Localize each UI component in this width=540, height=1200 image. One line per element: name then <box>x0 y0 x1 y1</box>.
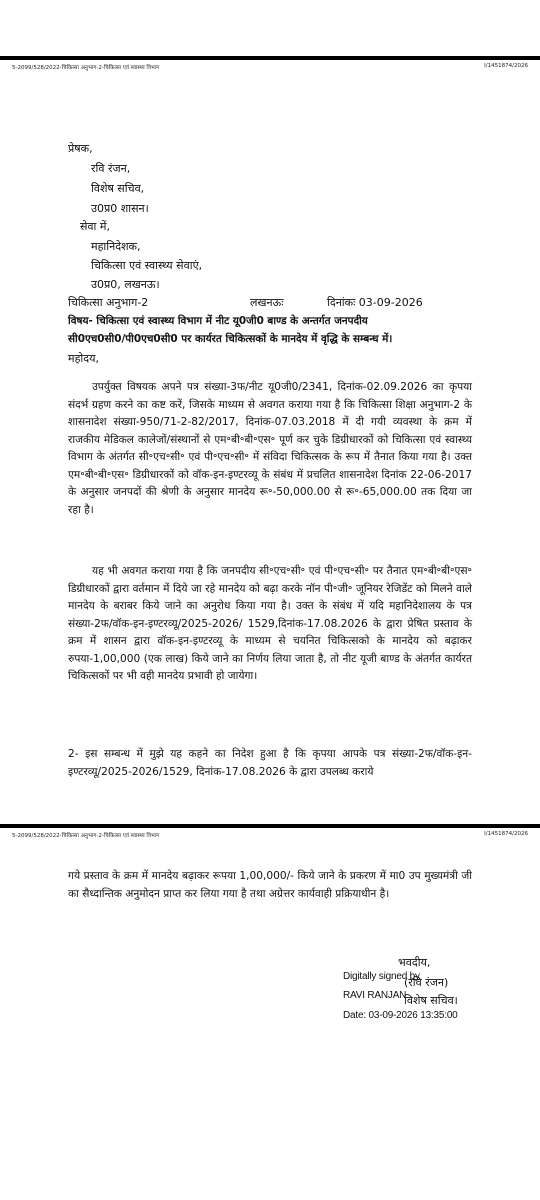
page-top-rule <box>0 56 540 60</box>
paragraph-2: यह भी अवगत कराया गया है कि जनपदीय सी॰एच॰सी॰ एवं पी॰एच॰सी॰ पर तैनात एम॰बी॰बी॰एस॰ डिग्रीधारकों द्वारा वर्तमान में दिये जा रहे मानदेय को बढ़ा करके नॉन पी॰जी॰ जूनियर रेजिडेंट को मिलने वाले मानदेय के बराबर किये जाने का अनुरोध किया गया है। उक्त के संबंध में यदि महानिदेशालय के पत्र संख्या-2फ/वॉक-इन-इण्टरव्यू/2025-2026/ 1529,दिनांक-17.08.2026 के द्वारा प्रेषित प्रस्ताव के क्रम में शासन द्वारा वॉक-इन-इण्टरव्यू के माध्यम से चयनित चिकित्सको के मानदेय को बढ़ाकर रुपया-1,00,000 (एक लाख) किये जाने का निर्णय लिया जाता है, तो नीट यूजी बाण्ड के अंतर्गत कार्यरत चिकित्सकों पर भी वही मानदेय प्रभावी हो जायेगा। <box>68 565 472 682</box>
subject-line-2: सी0एच0सी0/पी0एच0सी0 पर कार्यरत चिकित्सकों के मानदेय में वृद्धि के सम्बन्ध में। <box>68 333 393 345</box>
file-reference: 5-2099/528/2022-चिकित्सा अनुभाग-2-चिकित्सा एवं स्वास्थ्य विभाग <box>12 833 160 839</box>
recipient-department: चिकित्सा एवं स्वास्थ्य सेवाएं, <box>91 259 203 272</box>
paragraph-3-start: 2- इस सम्बन्ध में मुझे यह कहने का निदेश हुआ है कि कृपया आपके पत्र संख्या-2फ/वॉक-इन-इण्टरव्यू/2025-2026/1529, दिनांक-17.08.2026 के द्वारा उपलब्ध कराये <box>68 748 472 778</box>
signature-date: Date: 03-09-2026 13:35:00 <box>343 1010 458 1021</box>
salutation: महोदय, <box>68 352 99 365</box>
sender-office: उ0प्र0 शासन। <box>91 202 149 215</box>
signature-name: RAVI RANJAN <box>343 990 407 1001</box>
closing-designation: विशेष सचिव। <box>404 994 458 1007</box>
sender-name: रवि रंजन, <box>91 162 131 175</box>
closing-name: (रवि रंजन) <box>404 976 449 989</box>
section-name: चिकित्सा अनुभाग-2 <box>68 296 149 309</box>
letter-page-1 <box>0 56 540 814</box>
sender-designation: विशेष सचिव, <box>91 182 145 195</box>
letter-date: दिनांकः 03-09-2026 <box>327 296 423 309</box>
file-reference: 5-2099/528/2022-चिकित्सा अनुभाग-2-चिकित्सा एवं स्वास्थ्य विभाग <box>12 65 160 71</box>
to-label: सेवा में, <box>80 220 110 233</box>
recipient-title: महानिदेशक, <box>91 240 141 253</box>
document-number: I/1451874/2026 <box>484 831 528 837</box>
subject-line-1: विषय- चिकित्सा एवं स्वास्थ्य विभाग में नीट यू0जी0 बाण्ड के अन्तर्गत जनपदीय <box>68 315 368 327</box>
closing: भवदीय, <box>398 956 431 969</box>
city: लखनऊः <box>250 296 284 309</box>
signature-signed-by: Digitally signed by <box>343 971 420 982</box>
paragraph-3-continued: गये प्रस्ताव के क्रम में मानदेय बढ़ाकर रूपया 1,00,000/- किये जाने के प्रकरण में मा0 उप मुख्यमंत्री जी का सैध्दान्तिक अनुमोदन प्राप्त कर लिया गया है तथा अग्रेत्तर कार्यवाही प्रक्रियाधीन है। <box>68 870 472 900</box>
paragraph-1: उपर्युक्त विषयक अपने पत्र संख्या-3फ/नीट यू0जी0/2341, दिनांक-02.09.2026 का कृपया संदर्भ ग्रहण करने का कष्ट करें, जिसके माध्यम से अवगत कराया गया है कि चिकित्सा शिक्षा अनुभाग-2 के शासनादेश संख्या-950/71-2-82/2017, दिनांक-07.03.2018 में दी गयी व्यवस्था के क्रम में राजकीय मेडिकल कालेजों/संस्थानों से एम॰बी॰बी॰एस॰ पूर्ण कर चुके डिग्रीधारकों को चिकित्सा एवं स्वास्थ्य विभाग के अंतर्गत सी॰एच॰सी॰ एवं पी॰एच॰सी॰ में संविदा चिकित्सक के रूप में तैनात किया गया है। उक्त एम॰बी॰बी॰एस॰ डिग्रीधारकों को वॉक-इन-इण्टरव्यू के संबंध में प्रचलित शासनादेश दिनांक 22-06-2017 के अनुसार जनपदों की श्रेणी के अनुसार मानदेय रू॰-50,000.00 से रू॰-65,000.00 तक दिया जा रहा है। <box>68 381 472 516</box>
sender-label: प्रेषक, <box>68 142 93 155</box>
letter-page-2 <box>0 824 540 1124</box>
document-number: I/1451874/2026 <box>484 63 528 69</box>
recipient-place: उ0प्र0, लखनऊ। <box>91 278 160 291</box>
page-top-rule <box>0 824 540 828</box>
